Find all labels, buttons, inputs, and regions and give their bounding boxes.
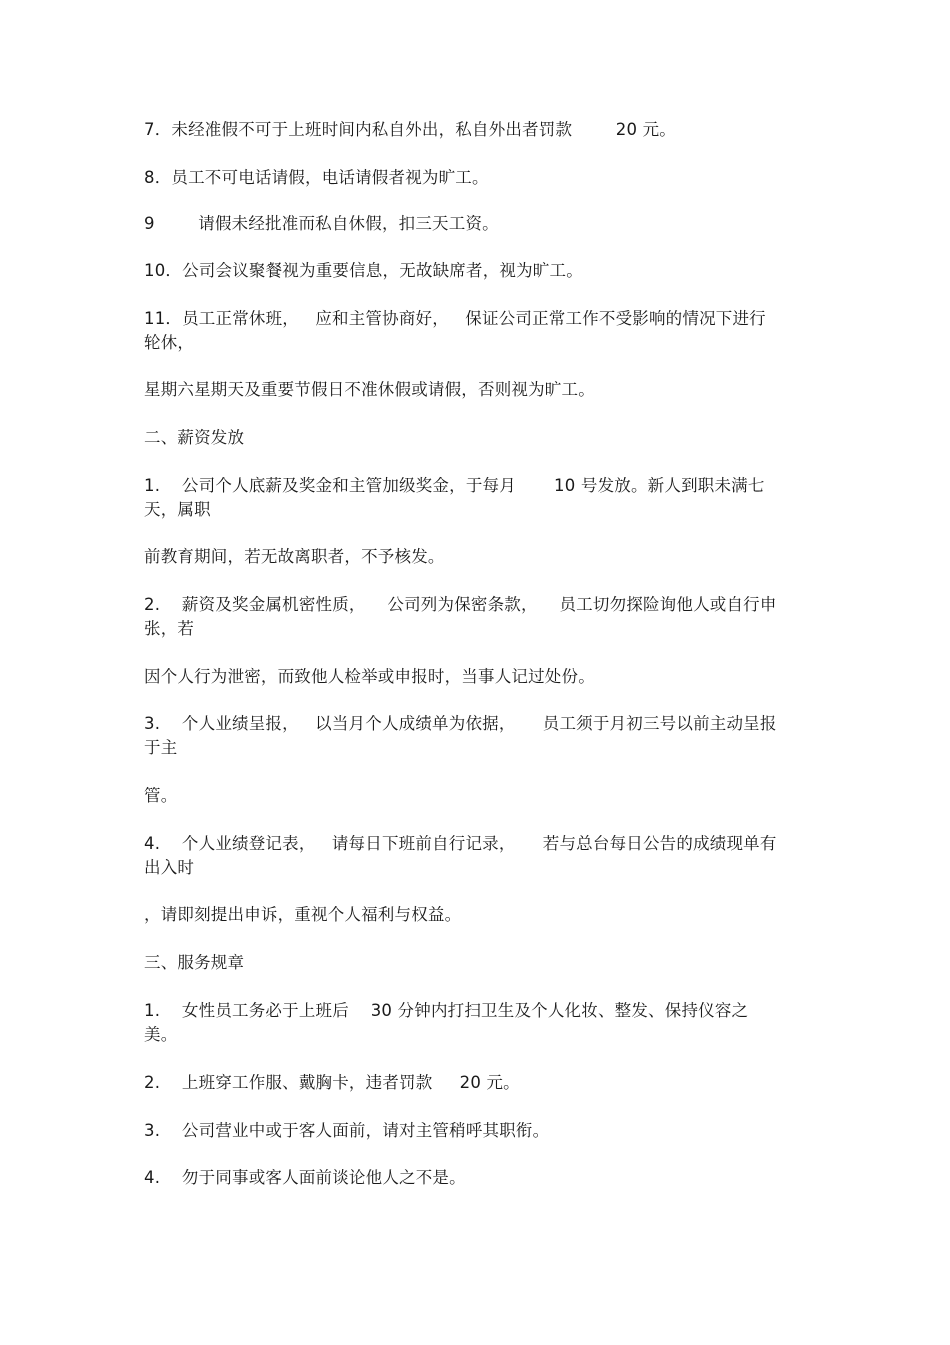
salary-4-text-line2: 出入时 bbox=[144, 858, 195, 877]
salary-3-text-line2: 于主 bbox=[144, 738, 178, 757]
service-2-text: 2. 上班穿工作服、戴胸卡，违者罚款 20 元。 bbox=[144, 1073, 520, 1092]
salary-3-continuation: 管。 bbox=[144, 786, 178, 805]
rule-9-text: 9 请假未经批准而私自休假，扣三天工资。 bbox=[144, 214, 499, 233]
salary-2-text-line2: 张，若 bbox=[144, 619, 195, 638]
section-heading-salary: 二、薪资发放 bbox=[144, 428, 245, 447]
rule-10-text: 10．公司会议聚餐视为重要信息，无故缺席者，视为旷工。 bbox=[144, 261, 583, 280]
salary-2-text-line1: 2. 薪资及奖金属机密性质， 公司列为保密条款， 员工切勿探险询他人或自行申 bbox=[144, 595, 777, 614]
salary-1-text-line1: 1. 公司个人底薪及奖金和主管加级奖金，于每月 10 号发放。新人到职未满七 bbox=[144, 476, 765, 495]
rule-11-text-line1: 11．员工正常休班， 应和主管协商好， 保证公司正常工作不受影响的情况下进行 bbox=[144, 309, 766, 328]
section-heading-service: 三、服务规章 bbox=[144, 953, 245, 972]
rule-11-continuation: 星期六星期天及重要节假日不准休假或请假，否则视为旷工。 bbox=[144, 380, 595, 399]
salary-3-text-line1: 3. 个人业绩呈报， 以当月个人成绩单为依据， 员工须于月初三号以前主动呈报 bbox=[144, 714, 777, 733]
salary-2-continuation: 因个人行为泄密，而致他人检举或申报时，当事人记过处份。 bbox=[144, 667, 595, 686]
salary-1-text-line2: 天，属职 bbox=[144, 500, 211, 519]
service-3-text: 3. 公司营业中或于客人面前，请对主管稍呼其职衔。 bbox=[144, 1121, 550, 1140]
rule-7-text: 7．未经准假不可于上班时间内私自外出，私自外出者罚款 20 元。 bbox=[144, 120, 676, 139]
service-1-text-line1: 1. 女性员工务必于上班后 30 分钟内打扫卫生及个人化妆、整发、保持仪容之 bbox=[144, 1001, 749, 1020]
salary-1-continuation: 前教育期间，若无故离职者，不予核发。 bbox=[144, 547, 445, 566]
rule-11-text-line2: 轮休， bbox=[144, 333, 195, 352]
service-4-text: 4. 勿于同事或客人面前谈论他人之不是。 bbox=[144, 1168, 466, 1187]
salary-4-continuation: ，请即刻提出申诉，重视个人福利与权益。 bbox=[144, 905, 462, 924]
salary-4-text-line1: 4. 个人业绩登记表， 请每日下班前自行记录， 若与总台每日公告的成绩现单有 bbox=[144, 834, 777, 853]
rule-8-text: 8．员工不可电话请假，电话请假者视为旷工。 bbox=[144, 168, 489, 187]
service-1-text-line2: 美。 bbox=[144, 1025, 178, 1044]
